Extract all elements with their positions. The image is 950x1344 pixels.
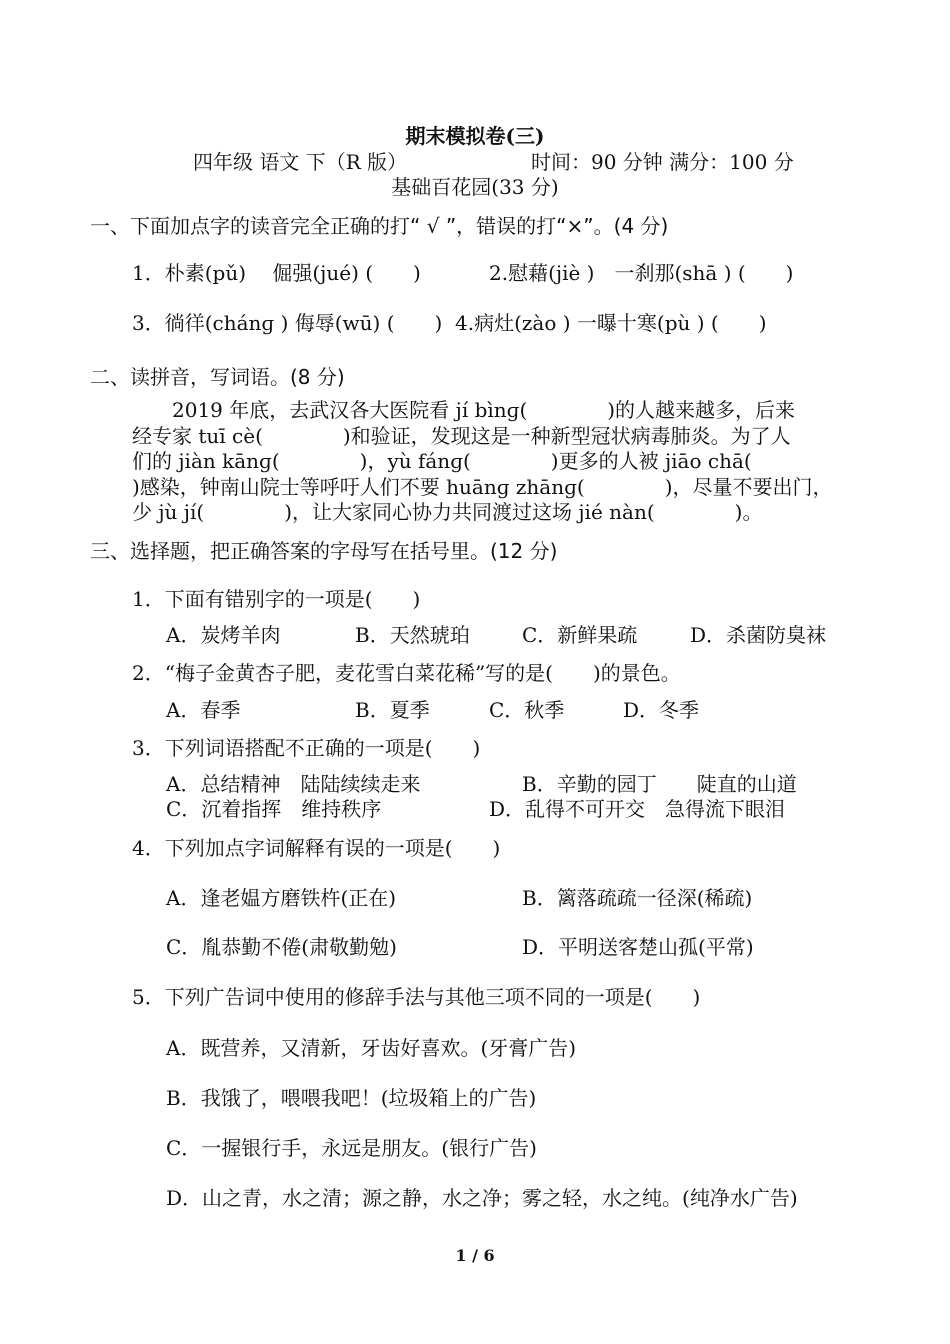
q2-stem: 2．“梅子金黄杏子肥，麦花雪白菜花稀”写的是( )的景色。 — [132, 661, 681, 685]
q4-option-c: C．胤恭勤不倦(肃敬勤勉) — [166, 935, 397, 959]
s1-item-3: 3．徜徉(chánɡ ) 侮辱(wū) ( ) — [132, 311, 443, 335]
page-number: 1 / 6 — [455, 1246, 495, 1265]
q5-option-a: A．既营养，又清新，牙齿好喜欢。(牙膏广告) — [166, 1036, 577, 1060]
q3-option-d: D．乱得不可开交 急得流下眼泪 — [489, 797, 786, 821]
q5-option-d: D．山之青，水之清；源之静，水之净；雾之轻，水之纯。(纯净水广告) — [166, 1186, 798, 1210]
paragraph-line: )感染，钟南山院士等呼吁人们不要 huānɡ zhānɡ( )，尽量不要出门， — [132, 474, 833, 499]
exam-grade-subject: 四年级 语文 下（R 版） — [193, 150, 408, 174]
q2-option-a: A．春季 — [166, 698, 241, 722]
q1-option-a: A．炭烤羊肉 — [166, 623, 281, 647]
q2-option-c: C．秋季 — [489, 698, 565, 722]
q2-option-d: D．冬季 — [623, 698, 700, 722]
q5-option-b: B．我饿了，喂喂我吧！(垃圾箱上的广告) — [166, 1086, 537, 1110]
paragraph-line: 2019 年底，去武汉各大医院看 jí bìnɡ( )的人越来越多，后来 — [132, 398, 796, 422]
q1-option-c: C．新鲜果疏 — [522, 623, 638, 647]
section2-heading: 二、读拼音，写词语。(8 分) — [90, 365, 345, 389]
section1-heading: 一、下面加点字的读音完全正确的打“ √ ”，错误的打“×”。(4 分) — [90, 214, 669, 238]
q1-option-b: B．天然琥珀 — [355, 623, 470, 647]
part-title: 基础百花园(33 分) — [391, 175, 559, 199]
paragraph-line: 少 jù jí( )，让大家同心协力共同渡过这场 jié nàn( )。 — [132, 500, 763, 524]
page-title: 期末模拟卷(三) — [405, 124, 545, 148]
q3-option-a: A．总结精神 陆陆续续走来 — [166, 772, 421, 796]
paragraph-line: 们的 jiàn kānɡ( )，yù fánɡ( )更多的人被 jiāo chā( — [132, 449, 752, 473]
paragraph-line: 经专家 tuī cè( )和验证，发现这是一种新型冠状病毒肺炎。为了人 — [132, 423, 791, 448]
q4-option-b: B．篱落疏疏一径深(稀疏) — [522, 886, 753, 910]
exam-time-score: 时间：90 分钟 满分：100 分 — [531, 150, 794, 174]
section3-heading: 三、选择题，把正确答案的字母写在括号里。(12 分) — [90, 539, 558, 563]
q3-stem: 3．下列词语搭配不正确的一项是( ) — [132, 736, 481, 760]
q1-option-d: D．杀菌防臭袜 — [690, 623, 827, 647]
q4-option-a: A．逢老媪方磨铁杵(正在) — [166, 886, 397, 910]
s1-item-1: 1．朴素(pǔ) 倔强(jué) ( ) — [132, 261, 421, 285]
q1-stem: 1．下面有错别字的一项是( ) — [132, 587, 421, 611]
q5-stem: 5．下列广告词中使用的修辞手法与其他三项不同的一项是( ) — [132, 985, 701, 1009]
q2-option-b: B．夏季 — [355, 698, 430, 722]
q4-option-d: D．平明送客楚山孤(平常) — [522, 935, 754, 959]
s1-item-4: 4.病灶(zào ) 一曝十寒(pù ) ( ) — [455, 311, 767, 335]
q3-option-c: C．沉着指挥 维持秩序 — [166, 797, 382, 821]
pinyin-paragraph — [132, 398, 874, 526]
s1-item-2: 2.慰藉(jiè ) 一刹那(shā ) ( ) — [489, 261, 794, 285]
q5-option-c: C．一握银行手，永远是朋友。(银行广告) — [166, 1136, 537, 1160]
q3-option-b: B．辛勤的园丁 陡直的山道 — [522, 772, 797, 796]
q4-stem: 4．下列加点字词解释有误的一项是( ) — [132, 836, 501, 860]
